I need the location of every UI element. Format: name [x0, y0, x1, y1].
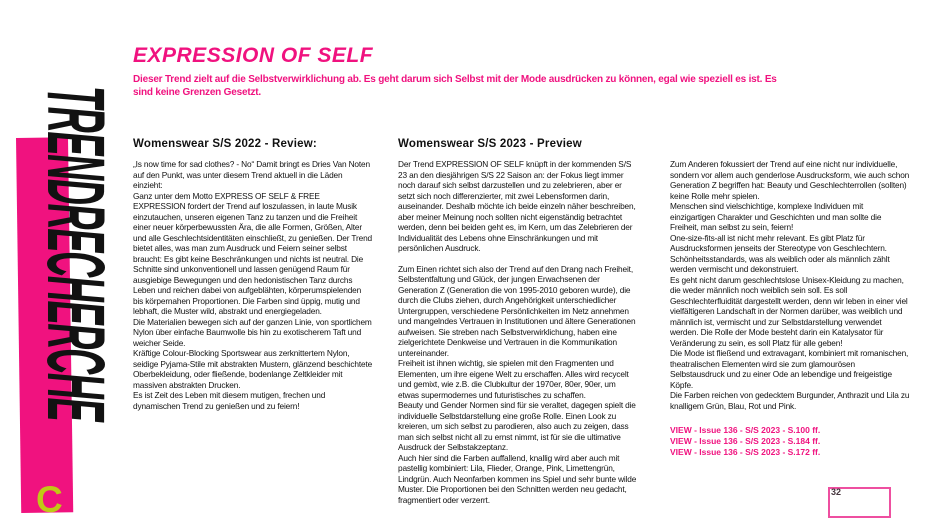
column-preview-body	[398, 159, 638, 505]
column-preview-heading: Womenswear S/S 2023 - Preview	[398, 138, 582, 150]
paragraph: Freiheit ist ihnen wichtig, sie spielen mit den Fragmenten und Elementen, um ihre eigene Welt zu erschaffen. Alles wird recycelt und gemixt, wie z.B. die Clubkultur der 1970er, 80er, 90er, um etwas supermodernes und futuristisches zu schaffen.	[398, 358, 629, 400]
column-preview	[398, 138, 638, 505]
paragraph	[398, 254, 638, 264]
paragraph: Die Materialien bewegen sich auf der ganzen Linie, von sportlichem Nylon über einfache Baumwolle bis hin zu exotischerem Taft und weicher Seide.	[133, 316, 372, 348]
column-continuation-body	[670, 159, 910, 411]
text-columns	[133, 138, 923, 518]
paragraph: Es ist Zeit des Leben mit diesem mutigen, frechen und dynamischen Trend zu genießen und zu feiern!	[133, 390, 326, 411]
paragraph: Beauty und Gender Normen sind für sie veraltet, dagegen spielt die individuelle Selbstdarstellung eine große Rolle. Einen Look zu kreieren, um sich selbst zu parodieren, also auch zu zeigen, dass man sich selbst nicht all zu ernst nimmt, ist für sie die ultimative Ausdruck der Selbstakzeptanz.	[398, 400, 636, 452]
paragraph: Es geht nicht darum geschlechtslose Unisex-Kleidung zu machen, die weder männlich noch weiblich sein soll. Es soll Geschlechterfluidität dargestellt werden, denn wir leben in einer viel vielfältigeren Landschaft in der Normen darüber, was weiblich und männlich ist, vermischt und zur Selbstdarstellung verwendet werden. Die Rolle der Mode besteht darin ein Katalysator für Veränderung zu sein, es soll Platz für alle geben!	[670, 274, 908, 348]
paragraph: Ganz unter dem Motto EXPRESS OF SELF & FREE EXPRESSION fordert der Trend auf loszulassen, in laute Musik einzutauchen, unseren eigenen Tanz zu tanzen und die Freiheit einer neuer körperbewussten Ära, die alle Formen, Größen, Alter und alle Geschlechtsidentitäten einschließt, zu genießen. Der Trend bietet alles, was man zum Ausdruck und Feiern seiner selbst braucht: Es gibt keine Beschränkungen und nichts ist neutral. Die Schnitte sind unkonventionell und lassen genügend Raum für ausgiebige Bewegungen und den hedonistischen Tanz durchs Leben und reichen dabei von aufgeblähten, körperumspielenden bis körpernahen Proportionen. Die Farben sind üppig, mutig und lebhaft, die Muster wild, abstrakt und energiegeladen.	[133, 190, 372, 316]
paragraph: Kräftige Colour-Blocking Sportswear aus zerknittertem Nylon, seidige Pyjama-Stile mit abstrakten Mustern, glänzend beschichtete Oberbekleidung, oder fließende, bodenlange Zeltkleider mit massiven abstrakten Drucken.	[133, 348, 373, 390]
paragraph: Auch hier sind die Farben auffallend, knallig wird aber auch mit pastellig kombiniert: Lila, Flieder, Orange, Pink, Limettengrün, Lindgrün. Auch Neonfarben kommen ins Spiel und sehr bunte wilde Muster. Die Proportionen bei den Schnitten werden neu gedacht, fragmentiert oder verzerrt.	[398, 452, 637, 505]
column-review-heading: Womenswear S/S 2022 - Review:	[133, 138, 317, 150]
paragraph: „Is now time for sad clothes? - No“ Damit bringt es Dries Van Noten auf den Punkt, was unter diesem Trend aktuell in die Läden einzieht:	[133, 159, 370, 190]
page-subtitle: Dieser Trend zielt auf die Selbstverwirklichung ab. Es geht darum sich Selbst mit der Mode ausdrücken zu können, egal wie speziell es ist. Es sind keine Grenzen Gesetzt.	[133, 74, 777, 98]
paragraph: Menschen sind vielschichtige, komplexe Individuen mit einzigartigen Charakter und Geschichten und man sollte die Freiheit, man selbst zu sein, feiern!	[670, 201, 882, 232]
column-review-body	[133, 159, 373, 411]
paragraph: Zum Einen richtet sich also der Trend auf den Drang nach Freiheit, Selbstentfaltung und Glück, der jungen Erwachsenen der Generation Z (Generation die von 1995-2010 geboren wurde), die durch die Clubs ziehen, durch Angehörigkeit unterschiedlicher Untergruppen, verschiedene Persönlichkeiten im Netz annehmen und mangelndes Vertrauen in Institutionen und ältere Generationen aufweisen. Sie streben nach Selbstverwirklichung, haben eine zielgerichtete Denkweise und Vertrauen in die Kommunikation untereinander.	[398, 263, 636, 358]
page-number-box	[828, 487, 891, 518]
paragraph: One-size-fits-all ist nicht mehr relevant. Es gibt Platz für Ausdrucksformen jenseits der Stereotype von Geschlechtern. Schönheitsstandards, was als weiblich oder als männlich zählt werden vermischt und dekonstruiert.	[670, 232, 890, 274]
paragraph: VIEW - Issue 136 - S/S 2023 - S.184 ff.	[670, 436, 821, 446]
column-continuation	[670, 138, 910, 458]
paragraph: Die Mode ist fließend und extravagant, kombiniert mit romanischen, theatralischen Elementen wird sie zum glamourösen Selbstausdruck und zu einer Ode an lebendige und freigeistige Köpfe.	[670, 348, 909, 390]
corner-logo-glyph: C	[36, 479, 63, 520]
paragraph: Zum Anderen fokussiert der Trend auf eine nicht nur individuelle, sondern vor allem auch genderlose Ausdrucksform, wie auch schon Generation Z begriffen hat: Beauty und Geschlechterrollen (sollten) keine Rolle mehr spielen.	[670, 159, 910, 201]
paragraph: Der Trend EXPRESSION OF SELF knüpft in der kommenden S/S 23 an den diesjährigen S/S 22 Saison an: der Fokus liegt immer noch darauf sich selbst darzustellen und zu zelebrieren, aber er setzt sich noch differenzierter, mit zwei Lebensformen darin, auseinander. Deshalb möchte ich beide einzeln näher beschreiben, aber meiner Meinung noch sollten nicht eigenständig betrachtet werden, denn bei beiden geht es, im Kern, um das Zelebrieren der Individualität des Lebens ohne Einschränkungen und mit persönlichen Ausdruck.	[398, 159, 636, 253]
paragraph: Die Farben reichen von gedecktem Burgunder, Anthrazit und Lila zu knalligem Grün, Blau, Rot und Pink.	[670, 390, 910, 411]
page-title: EXPRESSION OF SELF	[133, 44, 374, 67]
vertical-section-title: TRENDRECHERCHE	[30, 86, 121, 421]
paragraph: VIEW - Issue 136 - S/S 2023 - S.172 ff.	[670, 447, 821, 457]
column-review	[133, 138, 373, 411]
page-number: 32	[831, 487, 842, 497]
source-references	[670, 425, 910, 458]
paragraph: VIEW - Issue 136 - S/S 2023 - S.100 ff.	[670, 425, 821, 435]
